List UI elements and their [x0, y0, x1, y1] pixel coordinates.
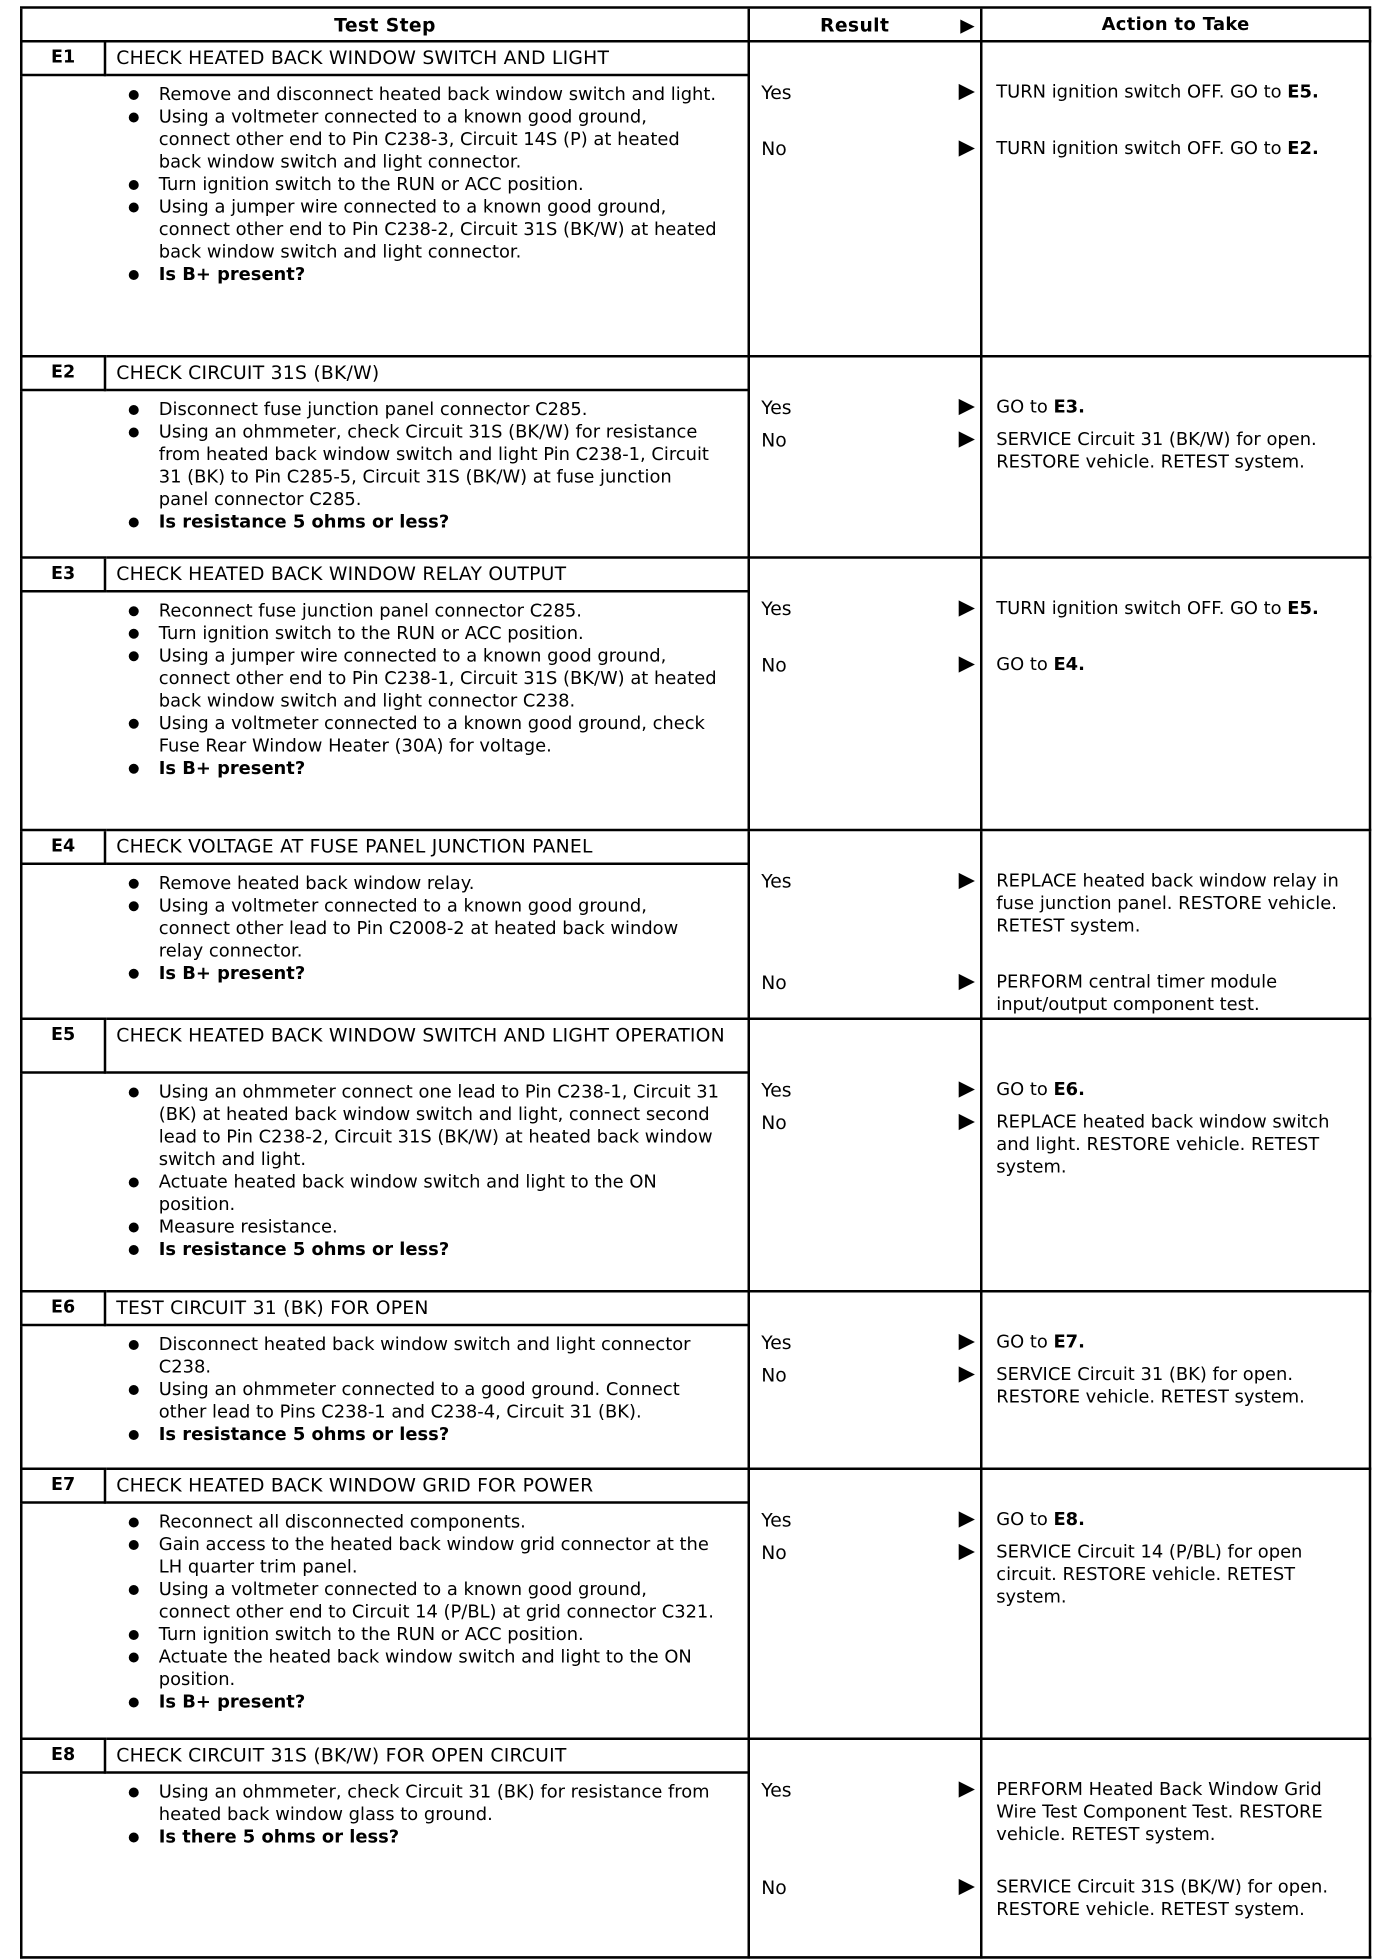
step-question: Is resistance 5 ohms or less? [119, 1239, 720, 1262]
result-label: Yes [761, 1778, 792, 1802]
step-list [119, 84, 720, 287]
action-text: SERVICE Circuit 31S (BK/W) for open. RESTORE vehicle. RETEST system. [996, 1877, 1329, 1920]
result-no [761, 968, 980, 994]
step-question: Is B+ present? [119, 1691, 720, 1714]
result-yes [761, 595, 980, 621]
result-cell [748, 1293, 981, 1471]
step-instruction: Using a jumper wire connected to a known good ground, connect other end to Pin C238-1, Circuit 31S (BK/W) at heated back window switch and light connector C238. [119, 645, 720, 713]
action-text: PERFORM central timer module input/output component test. [996, 972, 1278, 1015]
arrow-right-icon: ▶ [958, 1506, 975, 1532]
step-body-gutter [20, 865, 106, 1020]
step-body [106, 1774, 747, 1959]
step-title: TEST CIRCUIT 31 (BK) FOR OPEN [106, 1293, 747, 1327]
action-yes [996, 396, 1356, 419]
step-instruction: Gain access to the heated back window grid connector at the LH quarter trim panel. [119, 1534, 720, 1579]
result-label: Yes [761, 81, 792, 104]
step-body [106, 1074, 747, 1293]
action-no [996, 1364, 1356, 1409]
action-cell [980, 43, 1371, 358]
result-cell [748, 1740, 981, 1959]
result-label: Yes [761, 1508, 792, 1532]
result-cell [748, 358, 981, 559]
step-id: E4 [20, 831, 106, 865]
action-cell [980, 1293, 1371, 1471]
step-instruction: Reconnect all disconnected components. [119, 1511, 720, 1534]
step-title: CHECK HEATED BACK WINDOW SWITCH AND LIGHT [106, 43, 747, 77]
step-list [119, 399, 720, 534]
step-list [119, 1334, 720, 1447]
step-body-gutter [20, 593, 106, 832]
result-no [761, 1538, 980, 1564]
step-instruction: Remove heated back window relay. [119, 873, 720, 896]
action-step-ref: E4. [1053, 655, 1085, 675]
step-instruction: Actuate heated back window switch and light to the ON position. [119, 1171, 720, 1216]
arrow-right-icon: ▶ [960, 13, 975, 37]
step-question: Is resistance 5 ohms or less? [119, 511, 720, 534]
step-body [106, 1504, 747, 1740]
step-body [106, 865, 747, 1020]
result-label: Yes [761, 1078, 792, 1102]
result-no [761, 1108, 980, 1134]
step-body-gutter [20, 1074, 106, 1293]
step-title: CHECK CIRCUIT 31S (BK/W) FOR OPEN CIRCUIT [106, 1740, 747, 1774]
action-yes [996, 1331, 1356, 1354]
step-list [119, 1781, 720, 1849]
action-yes [996, 1509, 1356, 1532]
arrow-right-icon: ▶ [958, 1776, 975, 1802]
result-yes [761, 867, 980, 893]
arrow-right-icon: ▶ [958, 426, 975, 452]
header-result-label: Result [820, 13, 890, 36]
step-body [106, 1326, 747, 1470]
action-yes [996, 870, 1356, 938]
arrow-right-icon: ▶ [958, 1873, 975, 1899]
step-id: E2 [20, 358, 106, 392]
arrow-right-icon: ▶ [958, 393, 975, 419]
action-text: PERFORM Heated Back Window Grid Wire Test Component Test. RESTORE vehicle. RETEST system. [996, 1780, 1323, 1845]
step-instruction: Remove and disconnect heated back window switch and light. [119, 84, 720, 107]
step-question: Is resistance 5 ohms or less? [119, 1424, 720, 1447]
action-text: REPLACE heated back window relay in fuse junction panel. RESTORE vehicle. RETEST system. [996, 871, 1339, 937]
step-body-gutter [20, 391, 106, 559]
step-instruction: Using a voltmeter connected to a known good ground, connect other lead to Pin C2008-2 at heated back window relay connector. [119, 895, 720, 963]
action-no [996, 654, 1356, 677]
result-label: No [761, 971, 787, 994]
action-no [996, 971, 1356, 1016]
action-no [996, 138, 1356, 161]
arrow-right-icon: ▶ [958, 1361, 975, 1387]
step-instruction: Using an ohmmeter, check Circuit 31S (BK/W) for resistance from heated back window switch and light Pin C238-1, Circuit 31 (BK) to Pin C285-5, Circuit 31S (BK/W) at fuse junction panel connector C285. [119, 421, 720, 511]
step-instruction: Using a voltmeter connected to a known good ground, connect other end to Circuit 14 (P/BL) at grid connector C321. [119, 1579, 720, 1624]
arrow-right-icon: ▶ [958, 1328, 975, 1354]
action-no [996, 1541, 1356, 1609]
result-label: No [761, 1111, 787, 1134]
step-instruction: Reconnect fuse junction panel connector C285. [119, 600, 720, 623]
action-no [996, 1876, 1356, 1921]
action-yes [996, 1779, 1356, 1847]
action-cell [980, 1020, 1371, 1293]
step-body-gutter [20, 1504, 106, 1740]
action-cell [980, 358, 1371, 559]
result-cell [748, 1470, 981, 1740]
arrow-right-icon: ▶ [958, 867, 975, 893]
result-label: Yes [761, 1331, 792, 1354]
result-no [761, 1361, 980, 1387]
action-step-ref: E7. [1053, 1332, 1085, 1353]
step-list [119, 873, 720, 986]
arrow-right-icon: ▶ [958, 651, 975, 677]
step-id: E3 [20, 559, 106, 593]
result-yes [761, 1328, 980, 1354]
step-instruction: Disconnect heated back window switch and light connector C238. [119, 1334, 720, 1379]
step-instruction: Using a voltmeter connected to a known good ground, check Fuse Rear Window Heater (30A) for voltage. [119, 713, 720, 758]
step-question: Is there 5 ohms or less? [119, 1826, 720, 1849]
action-step-ref: E5. [1287, 598, 1319, 619]
step-instruction: Turn ignition switch to the RUN or ACC position. [119, 174, 720, 197]
arrow-right-icon: ▶ [958, 1538, 975, 1564]
result-label: No [761, 1363, 787, 1387]
action-text: SERVICE Circuit 31 (BK) for open. RESTORE vehicle. RETEST system. [996, 1365, 1305, 1408]
header-test-step: Test Step [20, 9, 748, 43]
action-step-ref: E8. [1053, 1510, 1085, 1530]
action-text: GO to [996, 1332, 1048, 1353]
step-body [106, 593, 747, 832]
step-question: Is B+ present? [119, 264, 720, 287]
header-action: Action to Take [980, 9, 1371, 43]
step-id: E8 [20, 1740, 106, 1774]
step-id: E7 [20, 1470, 106, 1504]
step-body-gutter [20, 76, 106, 357]
result-label: No [761, 1876, 787, 1899]
action-text: GO to [996, 1080, 1048, 1100]
action-cell [980, 1470, 1371, 1740]
result-no [761, 1873, 980, 1899]
action-text: SERVICE Circuit 14 (P/BL) for open circuit. RESTORE vehicle. RETEST system. [996, 1542, 1303, 1608]
step-instruction: Using an ohmmeter connect one lead to Pin C238-1, Circuit 31 (BK) at heated back window switch and light, connect second lead to Pin C238-2, Circuit 31S (BK/W) at heated back window switch and light. [119, 1081, 720, 1171]
result-label: Yes [761, 396, 792, 419]
result-yes [761, 1506, 980, 1532]
result-label: No [761, 428, 787, 452]
action-text: TURN ignition switch OFF. GO to [996, 598, 1282, 619]
action-step-ref: E2. [1287, 138, 1319, 159]
result-yes [761, 78, 980, 104]
action-step-ref: E3. [1053, 397, 1085, 418]
result-cell [748, 831, 981, 1020]
step-list [119, 1081, 720, 1261]
action-cell [980, 1740, 1371, 1959]
step-question: Is B+ present? [119, 758, 720, 781]
result-label: Yes [761, 870, 792, 893]
arrow-right-icon: ▶ [958, 595, 975, 620]
step-question: Is B+ present? [119, 963, 720, 986]
arrow-right-icon: ▶ [958, 1076, 975, 1102]
result-label: Yes [761, 597, 792, 620]
result-cell [748, 1020, 981, 1293]
step-body [106, 391, 747, 559]
action-no [996, 429, 1356, 474]
result-no [761, 651, 980, 677]
step-title: CHECK HEATED BACK WINDOW GRID FOR POWER [106, 1470, 747, 1504]
arrow-right-icon: ▶ [958, 1108, 975, 1134]
arrow-right-icon: ▶ [958, 78, 975, 104]
result-no [761, 426, 980, 452]
action-text: GO to [996, 655, 1048, 675]
action-step-ref: E6. [1053, 1080, 1085, 1100]
step-title: CHECK HEATED BACK WINDOW SWITCH AND LIGHT OPERATION [106, 1020, 747, 1074]
action-text: GO to [996, 397, 1048, 418]
step-id: E5 [20, 1020, 106, 1074]
step-instruction: Using an ohmmeter connected to a good ground. Connect other lead to Pins C238-1 and C238-4, Circuit 31 (BK). [119, 1379, 720, 1424]
arrow-right-icon: ▶ [958, 135, 975, 160]
result-cell [748, 43, 981, 358]
step-instruction: Turn ignition switch to the RUN or ACC position. [119, 1624, 720, 1647]
result-label: No [761, 137, 787, 160]
action-text: SERVICE Circuit 31 (BK/W) for open. RESTORE vehicle. RETEST system. [996, 430, 1317, 473]
step-instruction: Using a voltmeter connected to a known good ground, connect other end to Pin C238-3, Circuit 14S (P) at heated back window switch and light connector. [119, 106, 720, 174]
header-result [748, 9, 981, 43]
step-body-gutter [20, 1326, 106, 1470]
action-yes [996, 81, 1356, 104]
action-text: TURN ignition switch OFF. GO to [996, 138, 1282, 159]
step-instruction: Disconnect fuse junction panel connector C285. [119, 399, 720, 422]
action-text: REPLACE heated back window switch and light. RESTORE vehicle. RETEST system. [996, 1112, 1330, 1178]
result-label: No [761, 1541, 787, 1564]
step-instruction: Using an ohmmeter, check Circuit 31 (BK) for resistance from heated back window glass to ground. [119, 1781, 720, 1826]
diagnostic-table [20, 6, 1371, 1959]
step-instruction: Using a jumper wire connected to a known good ground, connect other end to Pin C238-2, Circuit 31S (BK/W) at heated back window switch and light connector. [119, 196, 720, 264]
result-yes [761, 1076, 980, 1102]
step-body-gutter [20, 1774, 106, 1959]
action-yes [996, 598, 1356, 621]
step-id: E6 [20, 1293, 106, 1327]
action-yes [996, 1079, 1356, 1102]
step-instruction: Measure resistance. [119, 1216, 720, 1239]
step-list [119, 600, 720, 780]
step-title: CHECK VOLTAGE AT FUSE PANEL JUNCTION PANEL [106, 831, 747, 865]
action-no [996, 1111, 1356, 1179]
result-yes [761, 393, 980, 419]
action-text: TURN ignition switch OFF. GO to [996, 82, 1282, 103]
step-body [106, 76, 747, 357]
step-title: CHECK HEATED BACK WINDOW RELAY OUTPUT [106, 559, 747, 593]
action-step-ref: E5. [1287, 82, 1319, 103]
result-cell [748, 559, 981, 832]
action-cell [980, 559, 1371, 832]
step-title: CHECK CIRCUIT 31S (BK/W) [106, 358, 747, 392]
step-instruction: Turn ignition switch to the RUN or ACC position. [119, 623, 720, 646]
result-no [761, 135, 980, 161]
step-list [119, 1511, 720, 1714]
arrow-right-icon: ▶ [958, 968, 975, 994]
step-instruction: Actuate the heated back window switch and light to the ON position. [119, 1646, 720, 1691]
action-cell [980, 831, 1371, 1020]
action-text: GO to [996, 1510, 1048, 1530]
result-label: No [761, 653, 787, 677]
step-id: E1 [20, 43, 106, 77]
result-yes [761, 1776, 980, 1802]
